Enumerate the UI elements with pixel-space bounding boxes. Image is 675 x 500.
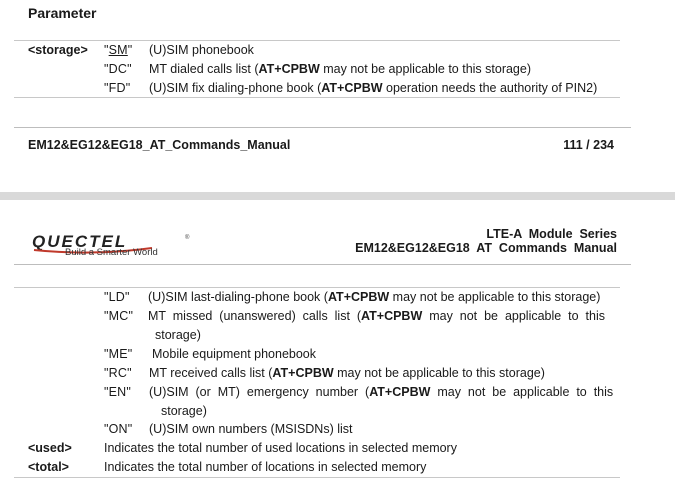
storage-desc-en-cont: storage)	[161, 404, 207, 418]
table-top-rule	[14, 40, 620, 41]
table-bottom-rule-2	[14, 477, 620, 478]
svg-text:®: ®	[185, 235, 190, 241]
storage-code-ld: "LD"	[104, 290, 130, 304]
header-manual: EM12&EG12&EG18 AT Commands Manual	[355, 241, 617, 255]
storage-code-mc: "MC"	[104, 309, 134, 323]
used-param-label: <used>	[28, 441, 72, 455]
page-separator	[0, 192, 675, 200]
header-rule	[14, 264, 631, 265]
storage-desc-mc-cont: storage)	[155, 328, 201, 342]
svg-text:QUECTEL: QUECTEL	[32, 232, 128, 251]
logo-tagline: Build a Smarter World	[65, 247, 158, 258]
storage-desc-on: (U)SIM own numbers (MSISDNs) list	[149, 422, 353, 436]
storage-desc-mc: MT missed (unanswered) calls list (AT+CPBW may not be applicable to this	[148, 309, 606, 323]
storage-code-me: "ME"	[104, 347, 133, 361]
storage-desc-en: (U)SIM (or MT) emergency number (AT+CPBW may not be applicable to this	[149, 385, 614, 399]
storage-param-label: <storage>	[28, 43, 88, 57]
table-bottom-rule	[14, 97, 620, 98]
total-param-desc: Indicates the total number of locations in selected memory	[104, 460, 427, 474]
storage-desc-ld: (U)SIM last-dialing-phone book (AT+CPBW may not be applicable to this storage)	[148, 290, 601, 304]
storage-desc-dc: MT dialed calls list (AT+CPBW may not be applicable to this storage)	[149, 62, 531, 76]
header-series: LTE-A Module Series	[486, 227, 617, 241]
total-param-label: <total>	[28, 460, 69, 474]
footer-page-number: 111 / 234	[563, 138, 614, 152]
storage-desc-rc: MT received calls list (AT+CPBW may not be applicable to this storage)	[149, 366, 545, 380]
footer-title: EM12&EG12&EG18_AT_Commands_Manual	[28, 138, 291, 152]
storage-desc-me: Mobile equipment phonebook	[152, 347, 317, 361]
storage-code-sm: "SM"	[104, 43, 133, 57]
table-top-rule-2	[14, 287, 620, 288]
used-param-desc: Indicates the total number of used locations in selected memory	[104, 441, 457, 455]
footer-rule	[14, 127, 631, 128]
storage-desc-fd: (U)SIM fix dialing-phone book (AT+CPBW operation needs the authority of PIN2)	[149, 81, 598, 95]
section-heading: Parameter	[28, 5, 97, 21]
storage-code-rc: "RC"	[104, 366, 132, 380]
storage-code-fd: "FD"	[104, 81, 131, 95]
page-header-right	[355, 227, 617, 255]
storage-code-on: "ON"	[104, 422, 133, 436]
storage-desc-sm: (U)SIM phonebook	[149, 43, 254, 57]
storage-code-dc: "DC"	[104, 62, 132, 76]
storage-code-en: "EN"	[104, 385, 132, 399]
